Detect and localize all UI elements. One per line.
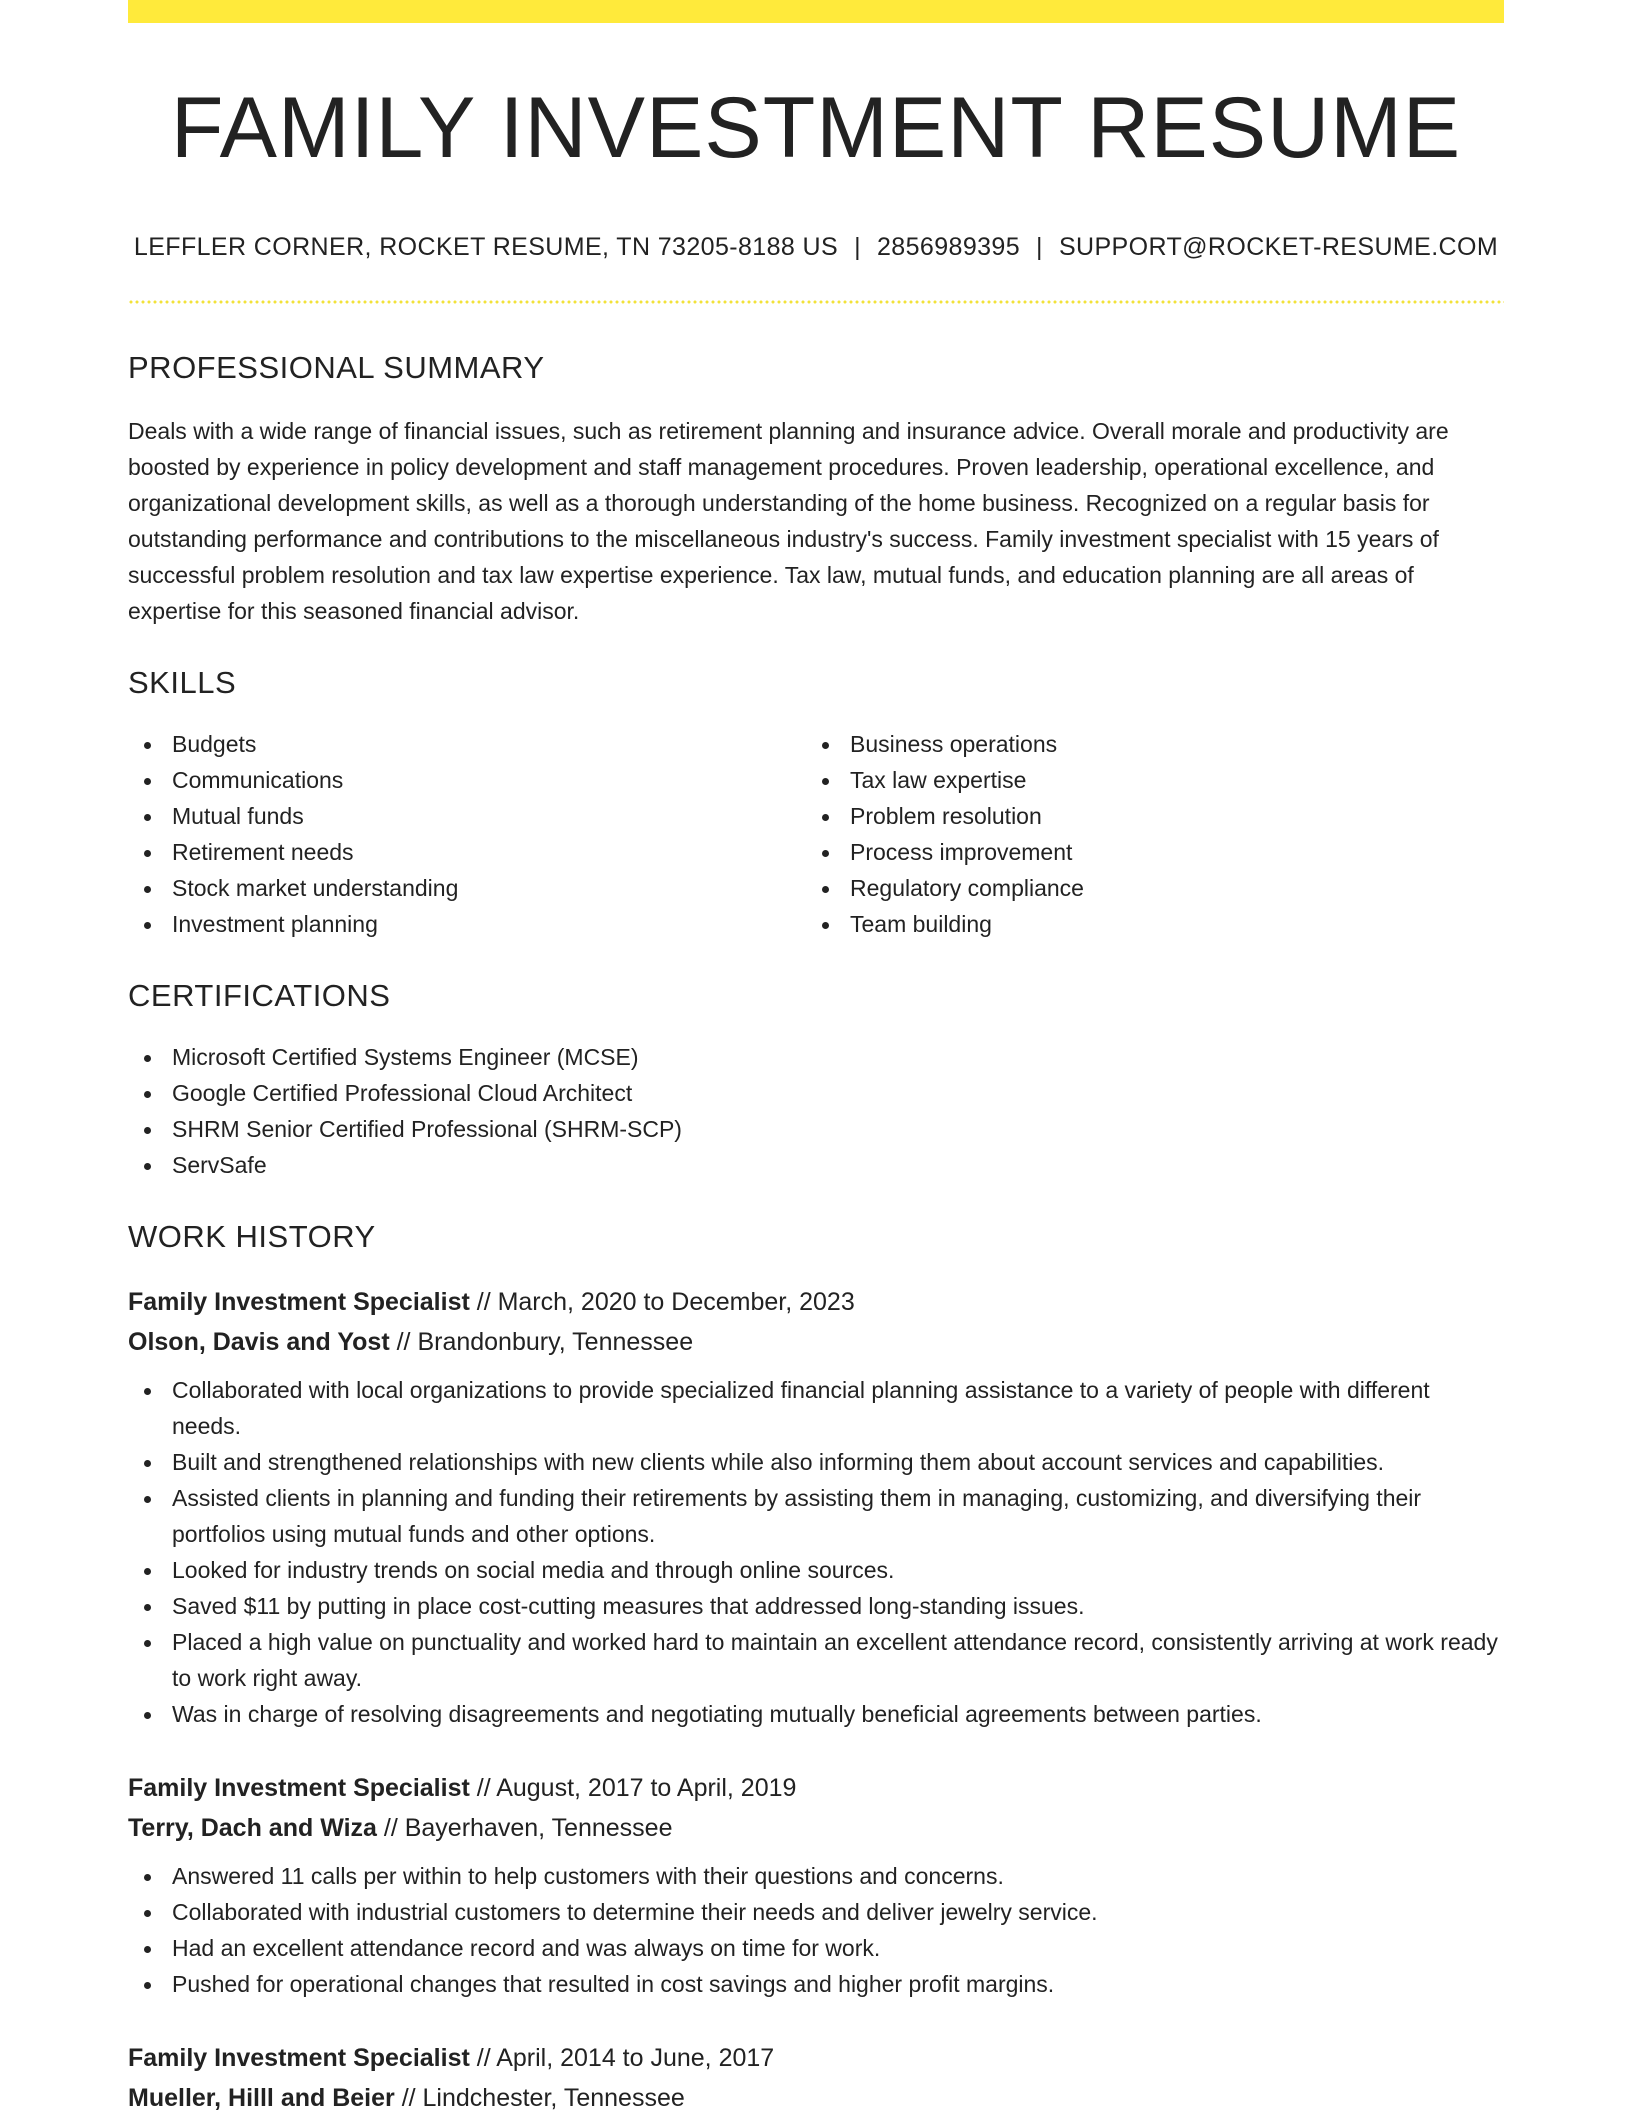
contact-separator: | — [854, 233, 861, 261]
job-bullets — [128, 1858, 1504, 2002]
job-bullet: Assisted clients in planning and funding their retirements by assisting them in managing, customizing, and diversifying their portfolios using mutual funds and other options. — [128, 1480, 1504, 1552]
certification-item: Google Certified Professional Cloud Architect — [128, 1075, 1504, 1111]
job-title-line — [128, 1282, 1504, 1322]
job-title-line — [128, 2038, 1504, 2078]
job-dates: // August, 2017 to April, 2019 — [469, 1774, 797, 1802]
skill-item: Business operations — [806, 726, 1484, 762]
certifications-heading: CERTIFICATIONS — [128, 978, 391, 1013]
summary-heading: PROFESSIONAL SUMMARY — [128, 350, 545, 385]
certification-item: SHRM Senior Certified Professional (SHRM-SCP) — [128, 1111, 1504, 1147]
job-bullets — [128, 1372, 1504, 1732]
skill-item: Process improvement — [806, 834, 1484, 870]
skill-item: Budgets — [128, 726, 806, 762]
contact-email: SUPPORT@ROCKET-RESUME.COM — [1058, 233, 1499, 261]
job-bullet: Placed a high value on punctuality and worked hard to maintain an excellent attendance record, consistently arriving at work ready to work right away. — [128, 1624, 1504, 1696]
job-bullet: Pushed for operational changes that resulted in cost savings and higher profit margins. — [128, 1966, 1504, 2002]
job-company: Terry, Dach and Wiza — [128, 1814, 377, 1842]
skill-item: Regulatory compliance — [806, 870, 1484, 906]
job-bullet: Saved $11 by putting in place cost-cutting measures that addressed long-standing issues. — [128, 1588, 1504, 1624]
contact-address: LEFFLER CORNER, ROCKET RESUME, TN 73205-8188 US — [133, 233, 839, 261]
job-bullet: Built and strengthened relationships with new clients while also informing them about account services and capabilities. — [128, 1444, 1504, 1480]
job-bullet: Collaborated with local organizations to provide specialized financial planning assistance to a variety of people with different needs. — [128, 1372, 1504, 1444]
job-company-line — [128, 1808, 1504, 1848]
skill-item: Stock market understanding — [128, 870, 806, 906]
job-title: Family Investment Specialist — [128, 1774, 470, 1802]
certification-item: ServSafe — [128, 1147, 1504, 1183]
job-title: Family Investment Specialist — [128, 1288, 470, 1316]
job-bullet: Looked for industry trends on social media and through online sources. — [128, 1552, 1504, 1588]
skill-item: Retirement needs — [128, 834, 806, 870]
contact-separator: | — [1036, 233, 1043, 261]
skills-heading: SKILLS — [128, 665, 237, 700]
job-entry — [128, 1282, 1504, 1732]
job-company-line — [128, 1322, 1504, 1362]
skills-grid — [128, 726, 1504, 942]
contact-phone: 2856989395 — [877, 233, 1021, 261]
skill-item: Tax law expertise — [806, 762, 1484, 798]
certifications-list — [128, 1039, 1504, 1183]
job-bullet: Collaborated with industrial customers to determine their needs and deliver jewelry service. — [128, 1894, 1504, 1930]
skill-item: Problem resolution — [806, 798, 1484, 834]
job-location: // Lindchester, Tennessee — [394, 2084, 685, 2112]
skill-item: Communications — [128, 762, 806, 798]
skill-item: Team building — [806, 906, 1484, 942]
job-company: Mueller, Hilll and Beier — [128, 2084, 395, 2112]
job-title: Family Investment Specialist — [128, 2044, 470, 2072]
job-company: Olson, Davis and Yost — [128, 1328, 390, 1356]
skill-item: Investment planning — [128, 906, 806, 942]
job-location: // Brandonbury, Tennessee — [389, 1328, 694, 1356]
work-history-heading: WORK HISTORY — [128, 1219, 376, 1254]
job-entry — [128, 1768, 1504, 2002]
job-dates: // March, 2020 to December, 2023 — [469, 1288, 855, 1316]
contact-line — [128, 235, 1504, 260]
job-entry — [128, 2038, 1504, 2112]
resume-page — [128, 0, 1504, 2112]
skills-list-right — [806, 726, 1484, 942]
job-bullet: Had an excellent attendance record and was always on time for work. — [128, 1930, 1504, 1966]
certification-item: Microsoft Certified Systems Engineer (MCSE) — [128, 1039, 1504, 1075]
resume-title: FAMILY INVESTMENT RESUME — [170, 80, 1462, 176]
skills-list-left — [128, 726, 806, 942]
job-dates: // April, 2014 to June, 2017 — [469, 2044, 775, 2072]
job-location: // Bayerhaven, Tennessee — [376, 1814, 673, 1842]
dotted-divider — [128, 300, 1504, 304]
job-company-line — [128, 2078, 1504, 2112]
skill-item: Mutual funds — [128, 798, 806, 834]
summary-text: Deals with a wide range of financial issues, such as retirement planning and insurance advice. Overall morale and productivity are boosted by experience in policy development and staff management procedures. Proven leadership, operational excellence, and organizational development skills, as well as a thorough understanding of the home business. Recognized on a regular basis for outstanding performance and contributions to the miscellaneous industry's success. Family investment specialist with 15 years of successful problem resolution and tax law expertise experience. Tax law, mutual funds, and education planning are all areas of expertise for this seasoned financial advisor. — [128, 418, 1449, 624]
job-bullet: Answered 11 calls per within to help customers with their questions and concerns. — [128, 1858, 1504, 1894]
job-title-line — [128, 1768, 1504, 1808]
job-bullet: Was in charge of resolving disagreements and negotiating mutually beneficial agreements between parties. — [128, 1696, 1504, 1732]
accent-bar — [128, 0, 1504, 23]
